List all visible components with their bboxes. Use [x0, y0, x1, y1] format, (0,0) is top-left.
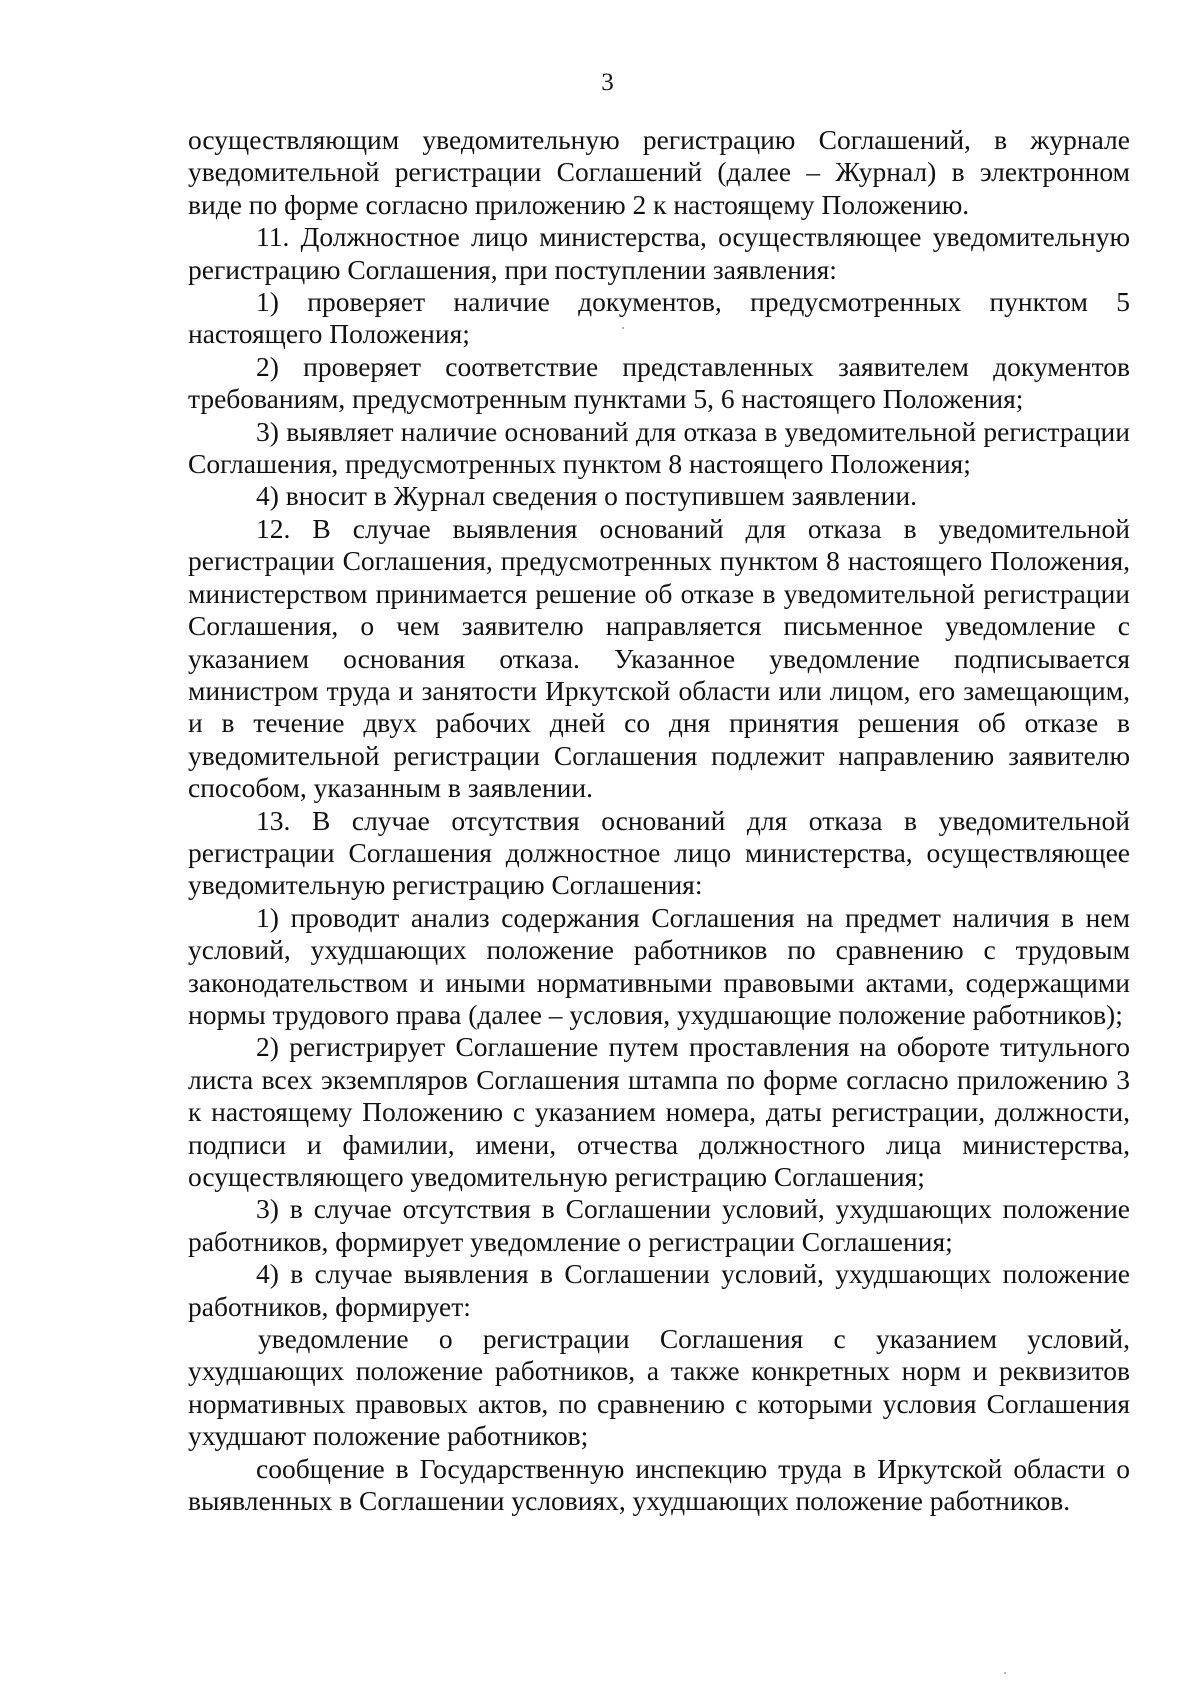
paragraph-13-item-4-notice: уведомление о регистрации Соглашения с указанием условий, ухудшающих положение работников, а также конкретных норм и реквизитов нормативных правовых актов, по сравнению с которыми условия Соглашения ухудшают положение работников; [188, 1323, 1130, 1452]
scan-speck [622, 327, 624, 329]
paragraph-10-continuation: осуществляющим уведомительную регистрацию Соглашений, в журнале уведомительной регистрации Соглашений (далее – Журнал) в электронном виде по форме согласно приложению 2 к настоящему Положению. [188, 124, 1130, 220]
paragraph-13-item-1: 1) проводит анализ содержания Соглашения на предмет наличия в нем условий, ухудшающих положение работников по сравнению с трудовым законодательством и иными нормативными правовыми актами, содержащими нормы трудового права (далее – условия, ухудшающие положение работников); [188, 901, 1130, 1030]
paragraph-11-item-1: 1) проверяет наличие документов, предусмотренных пунктом 5 настоящего Положения; [188, 286, 1130, 350]
scan-speck [1004, 1672, 1006, 1674]
paragraph-11-item-4: 4) вносит в Журнал сведения о поступившем заявлении. [256, 480, 917, 512]
document-body [188, 124, 1130, 1517]
paragraph-12: 12. В случае выявления оснований для отказа в уведомительной регистрации Соглашения, предусмотренных пунктом 8 настоящего Положения, министерством принимается решение об отказе в уведомительной регистрации Соглашения, о чем заявителю направляется письменное уведомление с указанием основания отказа. Указанное уведомление подписывается министром труда и занятости Иркутской области или лицом, его замещающим, и в течение двух рабочих дней со дня принятия решения об отказе в уведомительной регистрации Соглашения подлежит направлению заявителю способом, указанным в заявлении. [188, 512, 1130, 804]
paragraph-13-item-4: 4) в случае выявления в Соглашении условий, ухудшающих положение работников, формирует: [188, 1258, 1130, 1322]
paragraph-13-item-4-message: сообщение в Государственную инспекцию труда в Иркутской области о выявленных в Соглашении условиях, ухудшающих положение работников. [188, 1452, 1130, 1517]
page-number: 3 [601, 69, 614, 96]
paragraph-11: 11. Должностное лицо министерства, осуществляющее уведомительную регистрацию Соглашения, при поступлении заявления: [188, 221, 1130, 285]
paragraph-11-item-3: 3) выявляет наличие оснований для отказа в уведомительной регистрации Соглашения, предусмотренных пунктом 8 настоящего Положения; [188, 415, 1130, 480]
paragraph-11-item-2: 2) проверяет соответствие представленных заявителем документов требованиям, предусмотренным пунктами 5, 6 настоящего Положения; [188, 350, 1130, 415]
paragraph-13-item-3: 3) в случае отсутствия в Соглашении условий, ухудшающих положение работников, формирует уведомление о регистрации Соглашения; [188, 1193, 1130, 1257]
paragraph-13-item-2: 2) регистрирует Соглашение путем проставления на обороте титульного листа всех экземпляров Соглашения штампа по форме согласно приложению 3 к настоящему Положению с указанием номера, даты регистрации, должности, подписи и фамилии, имени, отчества должностного лица министерства, осуществляющего уведомительную регистрацию Соглашения; [188, 1031, 1130, 1192]
paragraph-13: 13. В случае отсутствия оснований для отказа в уведомительной регистрации Соглашения должностное лицо министерства, осуществляющее уведомительную регистрацию Соглашения: [188, 804, 1130, 901]
